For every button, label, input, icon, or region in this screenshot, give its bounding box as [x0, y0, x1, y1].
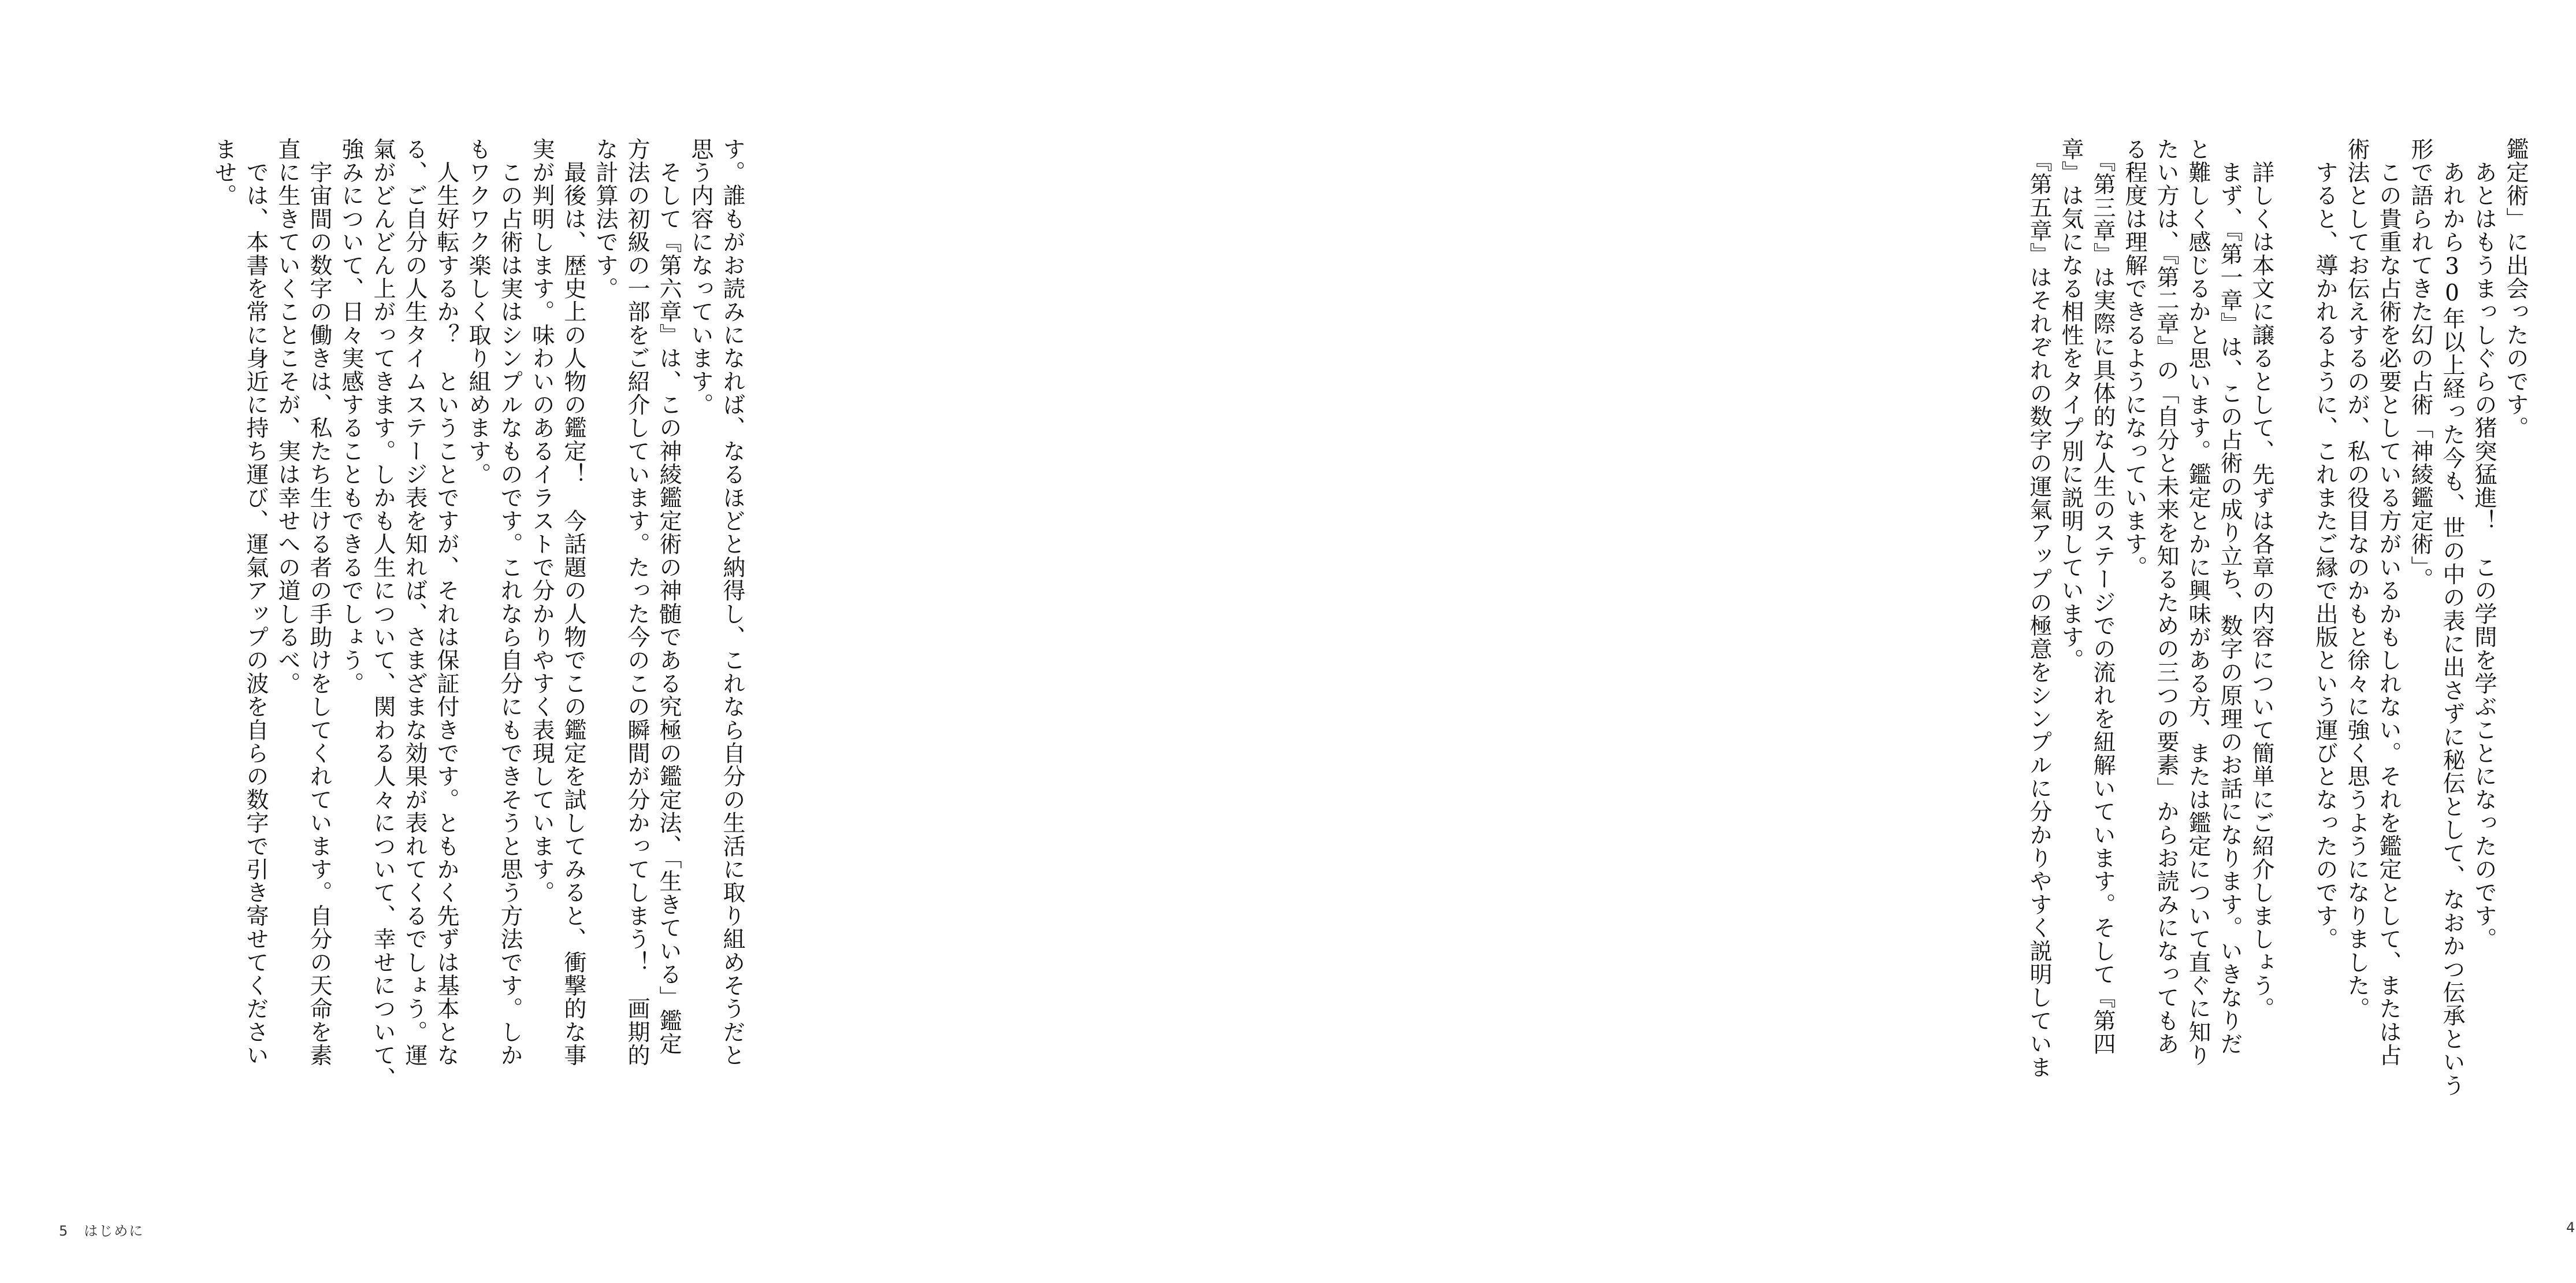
- text-line: この貴重な占術を必要としている方がいるかもしれない。それを鑑定として、または占: [2376, 138, 2402, 1067]
- running-head: はじめに: [84, 1223, 144, 1239]
- text-line: [2277, 138, 2309, 1104]
- text-line: 思う内容になっています。: [687, 138, 713, 417]
- text-line: 『第三章』は実際に具体的な人生のステージでの流れを紐解いています。そして『第四: [2090, 138, 2116, 1056]
- text-line: 形で語られてきた幻の占術「神綾鑑定術」。: [2407, 138, 2433, 591]
- text-line: ませ。: [211, 138, 237, 207]
- text-line: たい方は、『第二章』の「自分と未来を知るための三つの要素」からお読みになってもあ: [2153, 138, 2179, 1056]
- text-line: では、本書を常に身近に持ち運び、運氣アップの波を自らの数字で引き寄せてください: [243, 138, 269, 1067]
- text-line: そして『第六章』は、この神綾鑑定術の神髄である究極の鑑定法、「生きている」鑑定: [656, 138, 682, 1056]
- right-page: [873, 0, 2576, 1283]
- text-line: 章』は気になる相性をタイプ別に説明しています。: [2058, 138, 2084, 672]
- text-line: な計算法です。: [592, 138, 618, 301]
- text-line: この占術は実はシンプルなものです。これなら自分にもできそうと思う方法です。しか: [497, 138, 523, 1067]
- text-line: る程度は理解できるようになっています。: [2121, 138, 2147, 579]
- text-line: る、ご自分の人生タイムステージ表を知れば、さまざまな効果が表れてくるでしょう。運: [402, 138, 428, 1067]
- text-line: 術法としてお伝えするのが、私の役目なのかもと徐々に強く思うようになりました。: [2344, 138, 2370, 1021]
- text-line: 最後は、歴史上の人物の鑑定！ 今話題の人物でこの鑑定を試してみると、衝撃的な事: [560, 138, 586, 1067]
- left-page-body: [84, 138, 748, 1104]
- left-page: [0, 0, 873, 1283]
- right-page-number: 4: [2566, 1219, 2576, 1236]
- text-line: あれから30年以上経った今も、世の中の表に出さずに秘伝として、なおかつ伝承という: [2439, 138, 2465, 1097]
- text-line: 方法の初級の一部をご紹介しています。たった今のこの瞬間が分かってしまう！ 画期的: [624, 138, 650, 1067]
- text-line: 強みについて、日々実感することもできるでしょう。: [338, 138, 364, 695]
- text-line: 『第五章』はそれぞれの数字の運氣アップの極意をシンプルに分かりやすく説明していま: [2026, 138, 2052, 1079]
- text-line: 詳しくは本文に譲るとして、先ずは各章の内容について簡単にご紹介しましょう。: [2248, 138, 2274, 1021]
- text-line: 実が判明します。味わいのあるイラストで分かりやすく表現しています。: [529, 138, 555, 904]
- text-line: 氣がどんどん上がってきます。しかも人生について、関わる人々について、幸せについて、: [370, 138, 396, 1091]
- text-line: す。誰もがお読みになれば、なるほどと納得し、これなら自分の生活に取り組めそうだと: [719, 138, 745, 1067]
- text-line: あとはもうまっしぐらの猪突猛進！ この学問を学ぶことになったのです。: [2471, 138, 2497, 951]
- text-line: まず、『第一章』は、この占術の成り立ち、数字の原理のお話になります。いきなりだ: [2217, 138, 2243, 1056]
- text-line: すると、導かれるように、これまたご縁で出版という運びとなったのです。: [2312, 138, 2338, 951]
- text-line: もワクワク楽しく取り組めます。: [465, 138, 491, 486]
- right-page-body: [1884, 138, 2532, 1104]
- left-page-number: 5: [59, 1223, 69, 1239]
- left-page-footer: [59, 1219, 144, 1240]
- text-line: 鑑定術」に出会ったのです。: [2503, 138, 2529, 440]
- text-line: 直に生きていくことこそが、実は幸せへの道しるべ。: [274, 138, 300, 695]
- text-line: 人生好転するか？ ということですが、それは保証付きです。ともかく先ずは基本とな: [433, 138, 459, 1067]
- text-line: と難しく感じるかと思います。鑑定とかに興味がある方、または鑑定について直ぐに知り: [2185, 138, 2211, 1067]
- text-line: 宇宙間の数字の働きは、私たち生ける者の手助けをしてくれています。自分の天命を素: [306, 138, 332, 1067]
